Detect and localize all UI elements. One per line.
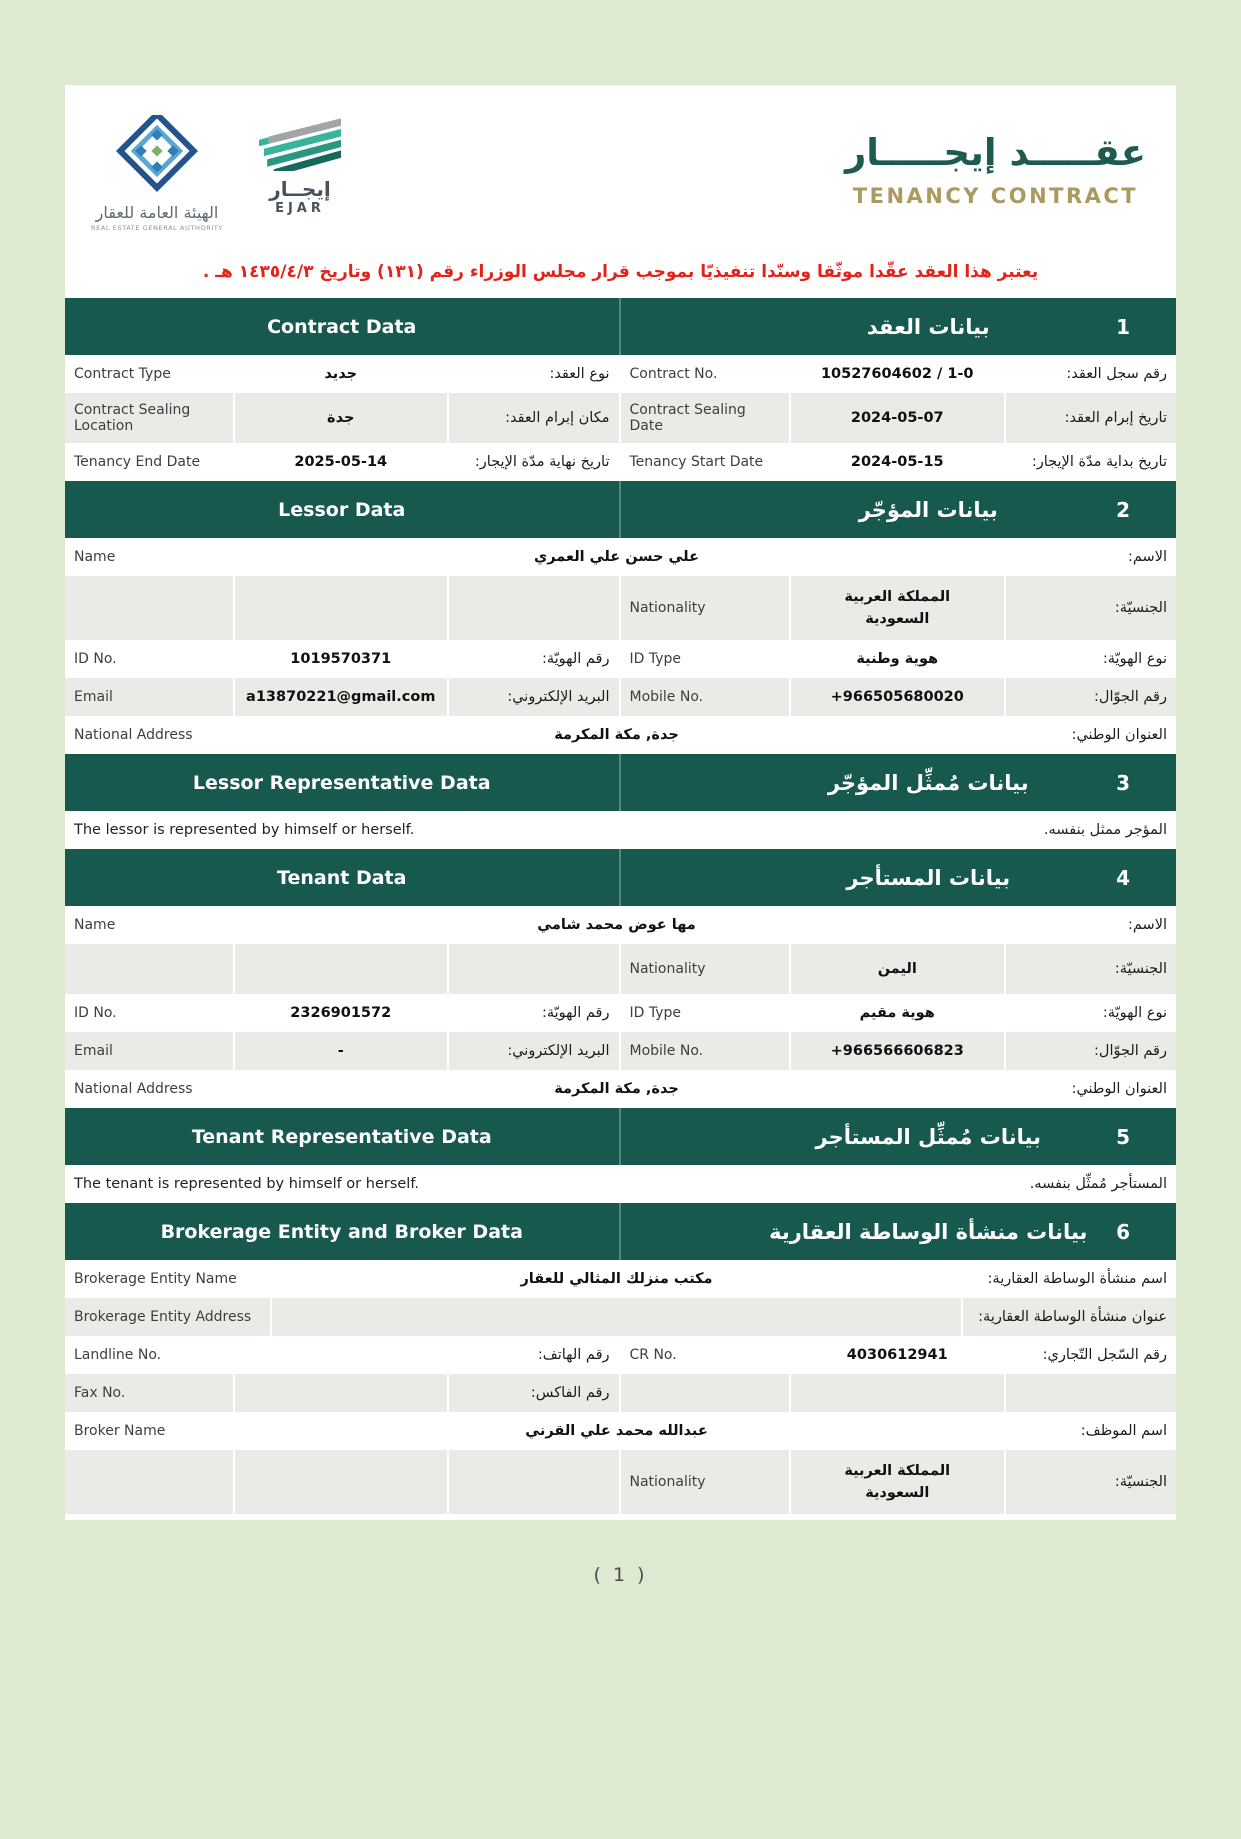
field-value: 1019570371	[233, 640, 447, 678]
table-row	[65, 355, 1176, 393]
field-label-en: Mobile No.	[629, 689, 704, 705]
table-row	[65, 1165, 1176, 1203]
page-number: ( 1 )	[593, 1564, 648, 1586]
section-title-en: Brokerage Entity and Broker Data	[160, 1220, 523, 1243]
table-row	[65, 906, 1176, 944]
field-value: جدة, مكة المكرمة	[270, 716, 961, 754]
rega-logo	[91, 115, 223, 232]
field-value: جديد	[233, 355, 447, 393]
section-title-ar: بيانات العقد	[866, 314, 990, 339]
field-label-en: Contract Sealing Date	[629, 402, 746, 434]
field-label-en: Nationality	[629, 600, 706, 616]
section-title-ar: بيانات مُمثِّل المستأجر	[815, 1124, 1041, 1149]
section-number: 3	[1116, 770, 1130, 795]
field-label-ar: رقم الهويّة:	[447, 994, 619, 1032]
contract-document	[65, 85, 1176, 1520]
field-label-ar: رقم الهويّة:	[447, 640, 619, 678]
field-value: مها عوض محمد شامي	[270, 906, 961, 944]
field-label-ar: البريد الإلكتروني:	[447, 1032, 619, 1070]
section-title-en: Tenant Representative Data	[191, 1125, 492, 1148]
rega-diamond-icon	[115, 115, 199, 195]
field-value: المملكة العربية السعودية	[789, 1450, 1005, 1514]
table-row	[65, 811, 1176, 849]
field-label-en: ID No.	[74, 651, 117, 667]
section-brokerage-data	[65, 1203, 1176, 1514]
table-row	[65, 1412, 1176, 1450]
field-label-ar: الجنسيّة:	[1004, 944, 1176, 994]
field-label-ar: اسم الموظف:	[961, 1412, 1176, 1450]
section-header	[65, 481, 1176, 538]
table-row	[65, 944, 1176, 994]
section-contract-data	[65, 298, 1176, 481]
section-header	[65, 849, 1176, 906]
section-title-ar: بيانات المستأجر	[846, 865, 1011, 890]
note-ar: المؤجر ممثل بنفسه.	[620, 811, 1177, 849]
field-value: علي حسن علي العمري	[270, 538, 961, 576]
legal-disclaimer: يعتبر هذا العقد عقّدا موثّقا وسنّدا تنفيذيّا بموجب قرار مجلس الوزراء رقم (١٣١) وتاريخ ١٤٣٥/٤/٣ هـ .	[202, 262, 1039, 282]
table-row	[65, 1374, 1176, 1412]
field-label-en: ID Type	[629, 1005, 682, 1021]
section-tenant-data	[65, 849, 1176, 1108]
field-label-en: Email	[74, 1043, 113, 1059]
section-number: 1	[1116, 314, 1130, 339]
field-value: مكتب منزلك المثالي للعقار	[270, 1260, 961, 1298]
field-value: +966505680020	[789, 678, 1005, 716]
table-row	[65, 1298, 1176, 1336]
field-label-ar: رقم الهاتف:	[447, 1336, 619, 1374]
section-title-en: Tenant Data	[277, 866, 407, 889]
field-label-ar: تاريخ إبرام العقد:	[1004, 393, 1176, 443]
rega-name-en: REAL ESTATE GENERAL AUTHORITY	[91, 224, 223, 232]
field-value	[233, 1336, 447, 1374]
section-number: 4	[1116, 865, 1130, 890]
table-row	[65, 1032, 1176, 1070]
field-label-en: National Address	[74, 727, 193, 743]
document-title	[845, 131, 1150, 208]
document-header	[65, 85, 1176, 238]
section-title-ar: بيانات منشأة الوساطة العقارية	[769, 1219, 1088, 1244]
section-header	[65, 754, 1176, 811]
field-value: -	[233, 1032, 447, 1070]
ejar-stripes-icon	[259, 115, 341, 171]
table-row	[65, 1070, 1176, 1108]
section-number: 5	[1116, 1124, 1130, 1149]
field-label-ar: العنوان الوطني:	[961, 716, 1176, 754]
header-logos	[91, 115, 341, 232]
field-label-ar: الاسم:	[961, 906, 1176, 944]
field-label-ar: رقم الجوّال:	[1004, 1032, 1176, 1070]
table-row	[65, 443, 1176, 481]
title-english: TENANCY CONTRACT	[852, 184, 1139, 208]
section-title-en: Lessor Representative Data	[192, 771, 491, 794]
note-en: The lessor is represented by himself or herself.	[74, 822, 415, 838]
field-value: عبدالله محمد علي القرني	[270, 1412, 961, 1450]
field-label-en: Tenancy End Date	[74, 454, 201, 470]
field-label-en: Landline No.	[74, 1347, 162, 1363]
section-header	[65, 1203, 1176, 1260]
field-value: a13870221@gmail.com	[233, 678, 447, 716]
title-arabic: عقـــــد إيجـــــار	[844, 131, 1146, 174]
field-label-en: Contract Type	[74, 366, 171, 382]
field-value	[270, 1298, 961, 1336]
field-value: 10527604602 / 1-0	[789, 355, 1005, 393]
field-value: 2024-05-07	[789, 393, 1005, 443]
field-label-en: Name	[74, 549, 116, 565]
section-title-ar: بيانات المؤجّر	[858, 497, 998, 522]
field-value: 2024-05-15	[789, 443, 1005, 481]
section-title-en: Contract Data	[267, 315, 417, 338]
field-value: جدة, مكة المكرمة	[270, 1070, 961, 1108]
field-label-ar: اسم منشأة الوساطة العقارية:	[961, 1260, 1176, 1298]
ejar-name-ar: إيجــار	[269, 177, 331, 201]
field-label-ar: العنوان الوطني:	[961, 1070, 1176, 1108]
field-label-ar: البريد الإلكتروني:	[447, 678, 619, 716]
field-label-en: Broker Name	[74, 1423, 166, 1439]
table-row	[65, 1260, 1176, 1298]
field-value: 4030612941	[789, 1336, 1005, 1374]
field-value: 2025-05-14	[233, 443, 447, 481]
field-value	[233, 1374, 447, 1412]
field-label-en: Email	[74, 689, 113, 705]
field-label-ar: نوع الهويّة:	[1004, 640, 1176, 678]
table-row	[65, 640, 1176, 678]
section-lessor-representative	[65, 754, 1176, 849]
field-label-en: Brokerage Entity Name	[74, 1271, 237, 1287]
table-row	[65, 716, 1176, 754]
section-title-ar: بيانات مُمثِّل المؤجّر	[827, 770, 1029, 795]
section-header	[65, 298, 1176, 355]
ejar-name-en: EJAR	[275, 201, 325, 216]
section-lessor-data	[65, 481, 1176, 754]
note-ar: المستأجر مُمثِّل بنفسه.	[620, 1165, 1177, 1203]
field-label-ar: عنوان منشأة الوساطة العقارية:	[961, 1298, 1176, 1336]
field-label-en: Nationality	[629, 961, 706, 977]
field-label-ar: الاسم:	[961, 538, 1176, 576]
table-row	[65, 1336, 1176, 1374]
table-row	[65, 678, 1176, 716]
table-row	[65, 538, 1176, 576]
rega-name-ar: الهيئة العامة للعقار	[95, 203, 219, 222]
ejar-logo	[259, 115, 341, 216]
field-label-ar: تاريخ بداية مدّة الإيجار:	[1004, 443, 1176, 481]
table-row	[65, 994, 1176, 1032]
field-label-ar: رقم الجوّال:	[1004, 678, 1176, 716]
table-row	[65, 1450, 1176, 1514]
field-label-ar: الجنسيّة:	[1004, 576, 1176, 640]
field-label-en: Contract Sealing Location	[74, 402, 191, 434]
field-label-ar: مكان إبرام العقد:	[447, 393, 619, 443]
field-label-en: Tenancy Start Date	[629, 454, 764, 470]
field-value: هوية مقيم	[789, 994, 1005, 1032]
field-value: هوية وطنية	[789, 640, 1005, 678]
field-label-ar: نوع الهويّة:	[1004, 994, 1176, 1032]
field-value: 2326901572	[233, 994, 447, 1032]
field-label-en: Brokerage Entity Address	[74, 1309, 252, 1325]
field-label-en: Name	[74, 917, 116, 933]
table-row	[65, 576, 1176, 640]
field-label-ar: نوع العقد:	[447, 355, 619, 393]
field-label-en: Mobile No.	[629, 1043, 704, 1059]
field-label-ar: الجنسيّة:	[1004, 1450, 1176, 1514]
field-label-en: ID Type	[629, 651, 682, 667]
field-label-en: Fax No.	[74, 1385, 126, 1401]
field-label-ar: رقم سجل العقد:	[1004, 355, 1176, 393]
field-value: اليمن	[789, 944, 1005, 994]
field-label-en: Nationality	[629, 1474, 706, 1490]
field-label-en: Contract No.	[629, 366, 718, 382]
field-label-ar: رقم السّجل التّجاري:	[1004, 1336, 1176, 1374]
section-number: 2	[1116, 497, 1130, 522]
field-label-ar: رقم الفاكس:	[447, 1374, 619, 1412]
section-tenant-representative	[65, 1108, 1176, 1203]
field-label-ar: تاريخ نهاية مدّة الإيجار:	[447, 443, 619, 481]
field-value: جدة	[233, 393, 447, 443]
field-label-en: CR No.	[629, 1347, 677, 1363]
table-row	[65, 393, 1176, 443]
note-en: The tenant is represented by himself or herself.	[74, 1176, 419, 1192]
field-value: المملكة العربية السعودية	[789, 576, 1005, 640]
section-number: 6	[1116, 1219, 1130, 1244]
section-title-en: Lessor Data	[278, 498, 406, 521]
field-label-en: ID No.	[74, 1005, 117, 1021]
section-header	[65, 1108, 1176, 1165]
field-label-en: National Address	[74, 1081, 193, 1097]
field-value: +966566606823	[789, 1032, 1005, 1070]
